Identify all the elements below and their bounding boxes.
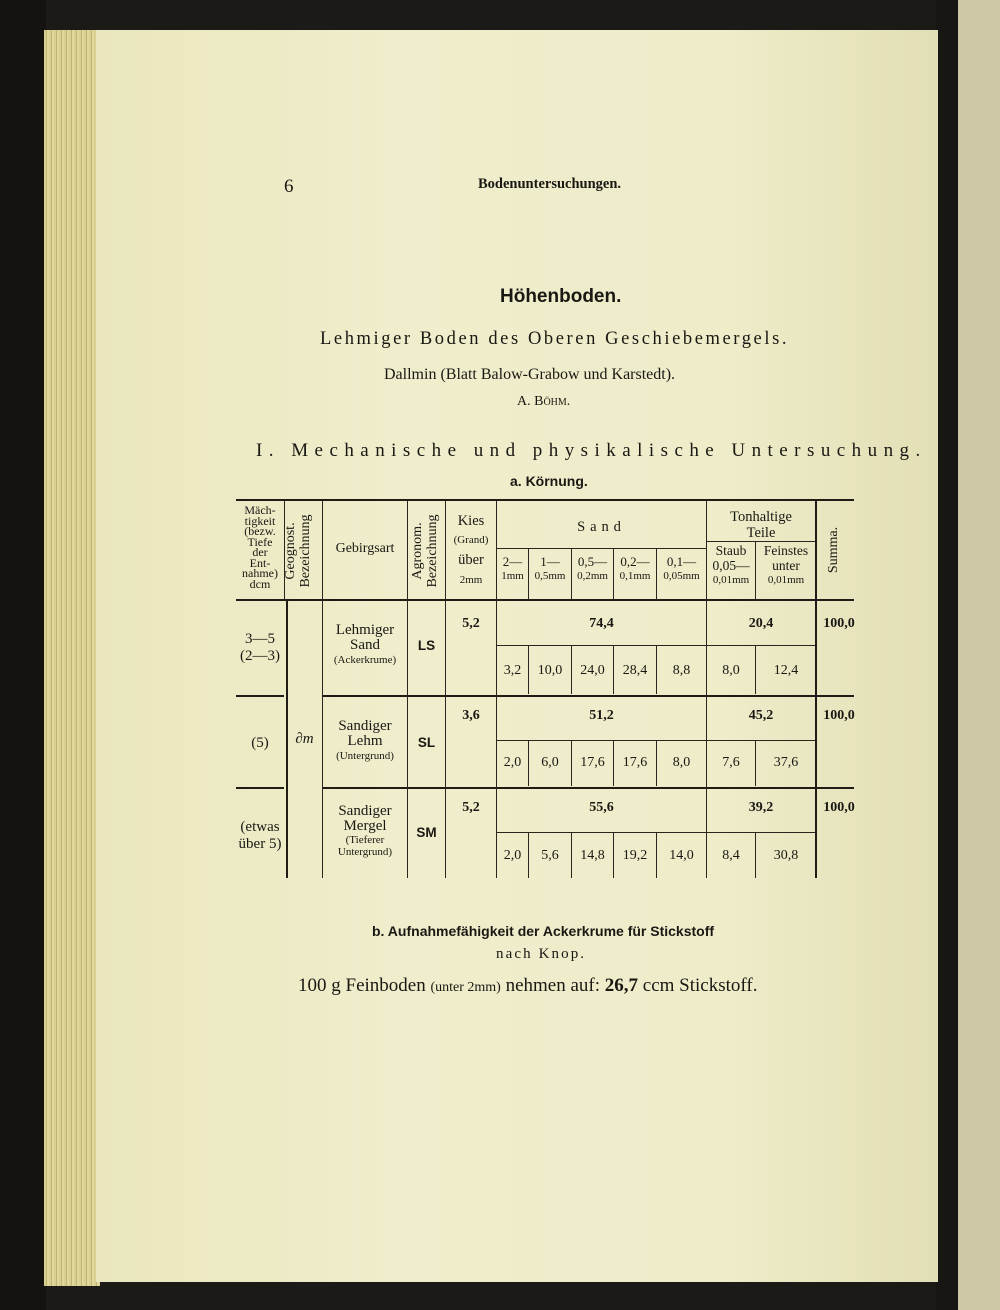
row1-sand-value: 8,8 (672, 663, 691, 678)
row2-soil (323, 719, 407, 764)
header-sand-fraction (572, 555, 613, 583)
soil-line: Lehmiger (335, 622, 395, 638)
row1-staub: 8,0 (722, 663, 740, 678)
soil-line: Sandiger (338, 718, 392, 734)
row1-summa: 100,0 (823, 616, 855, 631)
subtitle: Lehmiger Boden des Oberen Geschiebemergels. (320, 329, 790, 349)
row3-sand-value: 5,6 (541, 848, 559, 863)
row2-summa: 100,0 (823, 708, 855, 723)
row1-kies: 5,2 (462, 616, 480, 631)
result-middle: nehmen auf: (505, 975, 601, 996)
header-staub-line: 0,05— (712, 557, 750, 573)
row3-sand-value: 2,0 (503, 848, 522, 863)
result-line (298, 975, 757, 997)
subsection-a-title: a. Körnung. (510, 473, 588, 489)
header-staub (707, 544, 755, 588)
row3-ton-total: 39,2 (748, 800, 774, 815)
header-kies: Kies (457, 513, 485, 529)
scan-background-left (0, 0, 46, 1310)
header-feinstes-line: unter (772, 557, 800, 573)
row3-soil (323, 804, 407, 858)
row1-feinstes: 12,4 (773, 663, 799, 678)
header-depth-line: der (252, 545, 268, 559)
row2-feinstes: 37,6 (773, 755, 799, 770)
row1-depth (234, 631, 286, 665)
result-prefix: 100 g Feinboden (298, 975, 426, 996)
fraction-upper: 2— (502, 554, 523, 569)
header-feinstes (756, 544, 816, 588)
header-depth-line: (bezw. (244, 524, 276, 538)
row3-feinstes: 30,8 (773, 848, 799, 863)
header-kies-grand: (Grand) (453, 534, 489, 546)
fraction-lower: 0,05mm (663, 570, 700, 582)
fraction-lower: 0,2mm (577, 570, 608, 582)
header-sand-fraction (657, 555, 706, 583)
header-sand-fraction (529, 555, 571, 583)
page-edges (44, 30, 100, 1286)
depth-line: (2—3) (240, 648, 280, 664)
row1-depth-rule (236, 695, 284, 697)
page-number: 6 (284, 176, 294, 197)
method-line: nach Knop. (496, 946, 587, 962)
fraction-upper: 0,5— (577, 554, 608, 569)
row2-sand-value: 17,6 (580, 755, 605, 770)
book-page (96, 30, 938, 1282)
header-staub-line: Staub (715, 543, 747, 558)
row1-ton-total: 20,4 (748, 616, 774, 631)
header-depth (234, 505, 286, 589)
header-summa: Summa. (826, 526, 841, 574)
fraction-upper: 1— (540, 554, 560, 569)
row3-agronom: SM (416, 825, 437, 840)
soil-note: (Untergrund) (336, 750, 394, 762)
header-feinstes-line: Feinstes (763, 543, 809, 558)
header-depth-line: nahme) (242, 566, 278, 580)
header-sand-fraction (497, 555, 528, 583)
row2-sand-value: 17,6 (622, 755, 648, 770)
row2-agronom: SL (417, 735, 436, 750)
header-gebirgsart: Gebirgsart (335, 541, 395, 556)
header-tonhaltige (707, 509, 815, 541)
row2-depth: (5) (251, 735, 269, 751)
fraction-lower: 1mm (501, 570, 524, 582)
header-sand-fraction (614, 555, 656, 583)
depth-line: (etwas (240, 819, 280, 835)
header-agronom (410, 506, 442, 596)
soil-note: Untergrund) (337, 846, 393, 858)
fraction-upper: 0,2— (620, 554, 650, 569)
fraction-lower: 0,5mm (534, 570, 566, 582)
row3-sand-total: 55,6 (589, 800, 614, 815)
fraction-upper: 0,1— (666, 554, 697, 569)
row3-depth (234, 819, 286, 853)
header-kies-size: 2mm (459, 574, 483, 586)
row1-sand-value: 28,4 (622, 663, 648, 678)
result-suffix: ccm Stickstoff. (642, 975, 758, 996)
header-kies-ueber: über (458, 552, 484, 568)
subsection-b-title: b. Aufnahmefähigkeit der Ackerkrume für Stickstoff (372, 923, 715, 939)
soil-line: Sandiger (338, 803, 392, 819)
header-staub-line: 0,01mm (712, 574, 750, 586)
row1-sand-value: 10,0 (537, 663, 563, 678)
row1-sand-total: 74,4 (589, 616, 614, 631)
page-title: Höhenboden. (500, 286, 622, 307)
geognost-value: ∂m (295, 731, 314, 747)
row2-staub: 7,6 (722, 755, 740, 770)
section-title: I. Mechanische und physikalische Untersuchung. (256, 440, 927, 461)
row3-sand-value: 19,2 (622, 848, 648, 863)
soil-note: (Tieferer (345, 834, 385, 846)
row2-sand-total: 51,2 (589, 708, 614, 723)
running-head: Bodenuntersuchungen. (478, 176, 622, 192)
header-depth-line: tigkeit (244, 513, 276, 528)
row1-sand-value: 3,2 (503, 663, 522, 678)
result-paren: (unter 2mm) (430, 980, 501, 995)
row2-depth-rule (236, 787, 284, 789)
ton-subheader-rule (706, 541, 816, 542)
row1-bottom-rule (322, 695, 854, 697)
row2-kies: 3,6 (462, 708, 480, 723)
header-depth-line: Tiefe (247, 534, 273, 549)
col-rule (407, 501, 408, 878)
row2-bottom-rule (322, 787, 854, 789)
row3-staub: 8,4 (722, 848, 740, 863)
row3-summa: 100,0 (823, 800, 855, 815)
header-tonhaltige-line: Teile (746, 525, 776, 541)
result-value: 26,7 (604, 975, 639, 996)
row3-kies: 5,2 (462, 800, 480, 815)
header-feinstes-line: 0,01mm (767, 574, 805, 586)
fraction-lower: 0,1mm (619, 570, 651, 582)
row2-sand-value: 6,0 (541, 755, 559, 770)
header-geognost (283, 506, 315, 596)
location-line: Dallmin (Blatt Balow-Grabow und Karstedt). (384, 366, 676, 383)
soil-line: Sand (350, 637, 380, 653)
row2-sand-value: 2,0 (503, 755, 522, 770)
depth-line: 3—5 (245, 631, 275, 647)
header-geognost-line: Geognost. (283, 522, 298, 580)
row2-sand-value: 8,0 (672, 755, 691, 770)
depth-line: über 5) (238, 836, 282, 852)
adjacent-page (958, 0, 1000, 1310)
header-geognost-line: Bezeichnung (298, 514, 313, 588)
header-bottom-rule (236, 599, 854, 601)
soil-note: (Ackerkrume) (333, 654, 397, 666)
header-depth-line: Mäch- (244, 503, 276, 517)
row2-ton-total: 45,2 (748, 708, 774, 723)
soil-line: Lehm (347, 733, 383, 749)
table-top-rule (236, 499, 854, 501)
row1-soil (323, 623, 407, 668)
header-tonhaltige-line: Tonhaltige (730, 509, 792, 525)
header-agronom-line: Agronom. (410, 522, 425, 580)
row3-sand-value: 14,8 (580, 848, 605, 863)
header-sand: Sand (577, 519, 626, 535)
header-agronom-line: Bezeichnung (425, 514, 440, 588)
row1-agronom: LS (417, 638, 436, 653)
row1-sand-value: 24,0 (580, 663, 605, 678)
header-depth-line: Ent- (249, 555, 271, 570)
soil-line: Mergel (343, 818, 387, 834)
author-line: A. Böhm. (517, 394, 571, 409)
row3-sand-value: 14,0 (669, 848, 694, 863)
header-depth-line: dcm (249, 576, 271, 591)
